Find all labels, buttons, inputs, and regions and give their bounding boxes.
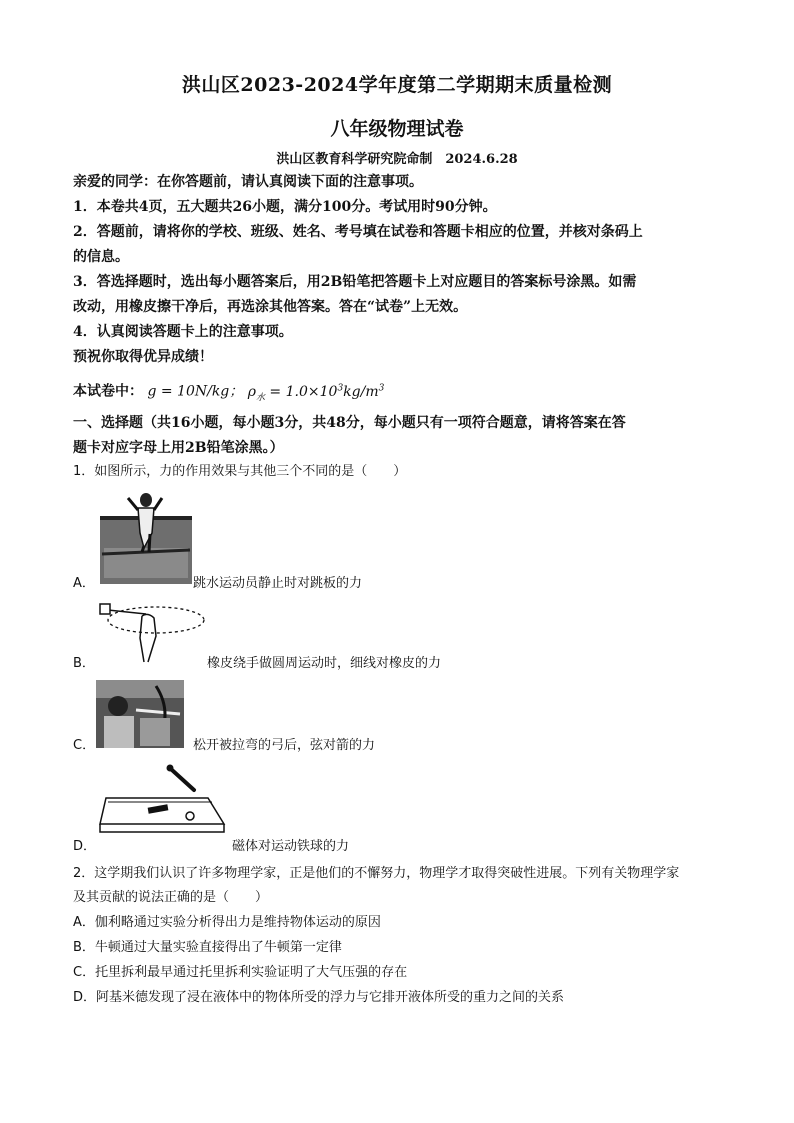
rho-unit: kg/m	[343, 383, 379, 400]
diver-image	[100, 488, 192, 584]
notice-item-2-cont: 的信息。	[73, 249, 129, 265]
rho-exponent: 3	[337, 383, 344, 393]
section1-heading: 一、选择题（共16小题，每小题3分，共48分，每小题只有一项符合题意，请将答案在答	[73, 415, 626, 431]
notice-greeting: 亲爱的同学：在你答题前，请认真阅读下面的注意事项。	[73, 174, 423, 190]
notice-wish: 预祝你取得优异成绩！	[73, 349, 213, 365]
notice-item-1: 1．本卷共4页，五大题共26小题，满分100分。考试用时90分钟。	[73, 199, 497, 215]
q2-stem-cont: 及其贡献的说法正确的是（ ）	[73, 890, 269, 905]
notice-item-4: 4．认真阅读答题卡上的注意事项。	[73, 324, 293, 340]
rho-unit-exponent: 3	[378, 383, 385, 393]
q1-option-a-label: A．	[73, 576, 95, 591]
exam-subtitle: 八年级物理试卷	[330, 118, 464, 140]
magnet-ball-image	[96, 764, 228, 836]
notice-item-3: 3．答选择题时，选出每小题答案后，用2B铅笔把答题卡上对应题目的答案标号涂黑。如需	[73, 274, 637, 290]
notice-item-3-cont: 改动，用橡皮擦干净后，再选涂其他答案。答在“试卷”上无效。	[73, 299, 468, 315]
q2-option-c: C．托里拆利最早通过托里拆利实验证明了大气压强的存在	[73, 965, 408, 980]
q2-option-b: B．牛顿通过大量实验直接得出了牛顿第一定律	[73, 940, 342, 955]
section1-heading-cont: 题卡对应字母上用2B铅笔涂黑。）	[73, 440, 284, 456]
constants-label: 本试卷中：	[73, 383, 143, 400]
q1-option-d-text: 磁体对运动铁球的力	[232, 839, 350, 854]
q2-option-d: D．阿基米德发现了浸在液体中的物体所受的浮力与它排开液体所受的重力之间的关系	[73, 990, 565, 1005]
exam-title: 洪山区2023-2024学年度第二学期期末质量检测	[181, 74, 613, 96]
q1-option-a-text: 跳水运动员静止时对跳板的力	[193, 576, 363, 591]
q1-option-b-text: 橡皮绕手做圆周运动时，细线对橡皮的力	[207, 656, 442, 671]
archer-image	[96, 680, 184, 748]
rho-value: = 1.0×10	[264, 383, 338, 400]
q1-option-c-label: C．	[73, 738, 96, 753]
gravity-constant: g = 10N/kg；	[147, 383, 244, 400]
constants-line	[73, 376, 384, 409]
q1-option-d-label: D．	[73, 839, 97, 854]
rho-symbol: ρ	[247, 383, 256, 400]
q1-stem: 1．如图所示，力的作用效果与其他三个不同的是（ ）	[73, 464, 407, 479]
notice-item-2: 2．答题前，请将你的学校、班级、姓名、考号填在试卷和答题卡相应的位置，并核对条码上	[73, 224, 643, 240]
q1-option-c-text: 松开被拉弯的弓后，弦对箭的力	[193, 738, 376, 753]
water-density	[247, 383, 385, 403]
q1-option-b-label: B．	[73, 656, 95, 671]
q2-stem: 2．这学期我们认识了许多物理学家，正是他们的不懈努力，物理学才取得突破性进展。下列有关物理学家	[73, 866, 680, 881]
circular-motion-image	[98, 596, 208, 666]
issuer-line: 洪山区教育科学研究院命制 2024.6.28	[276, 152, 518, 167]
q2-option-a: A．伽利略通过实验分析得出力是维持物体运动的原因	[73, 915, 381, 930]
rho-subscript: 水	[255, 392, 265, 403]
